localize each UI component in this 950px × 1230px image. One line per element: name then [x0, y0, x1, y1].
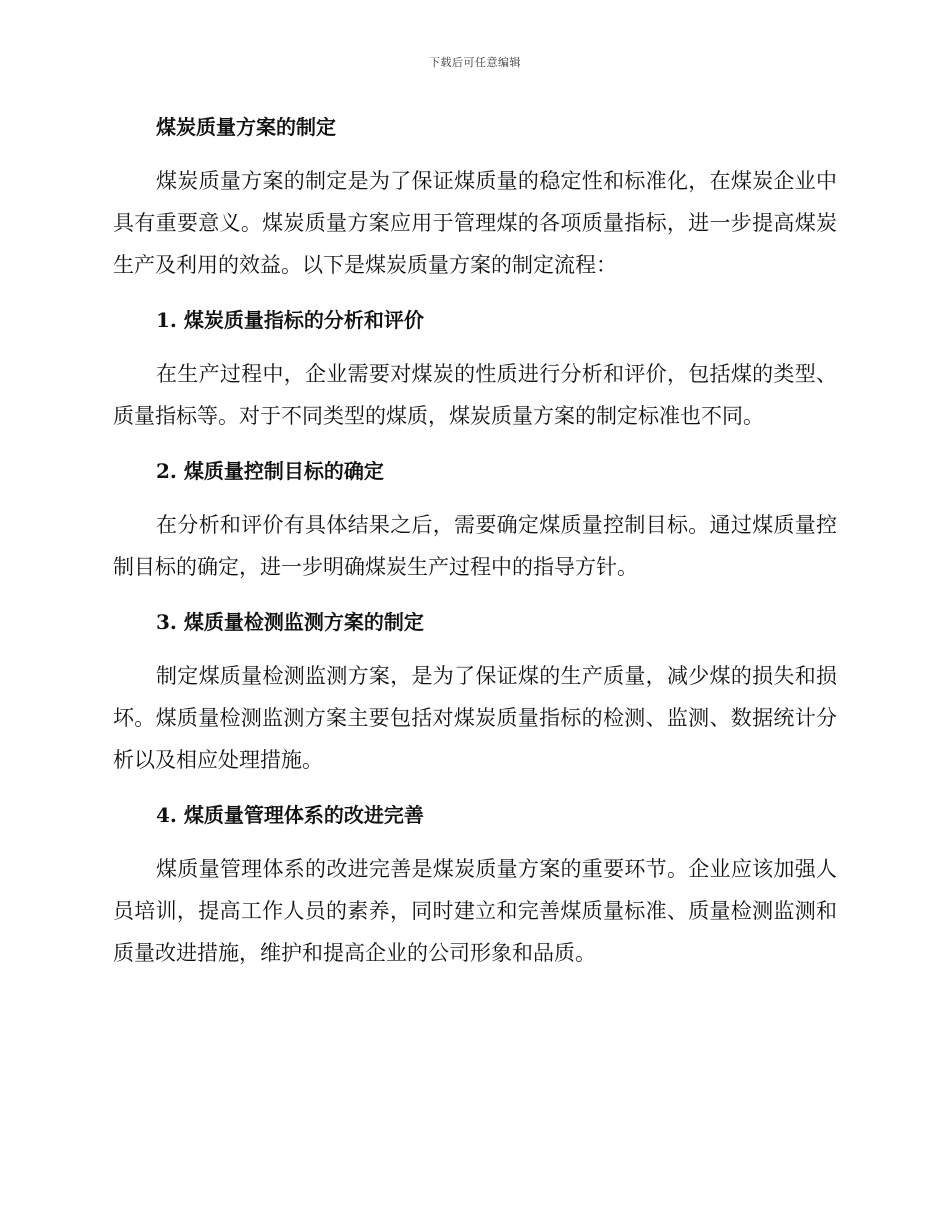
section-body-4: 煤质量管理体系的改进完善是煤炭质量方案的重要环节。企业应该加强人员培训，提高工作人员的素养，同时建立和完善煤质量标准、质量检测监测和质量改进措施，维护和提高企业的公司形象和品质。 — [113, 857, 837, 965]
section-heading-1: 1. 煤炭质量指标的分析和评价 — [156, 308, 424, 332]
section-body-1: 在生产过程中，企业需要对煤炭的性质进行分析和评价，包括煤的类型、质量指标等。对于不同类型的煤质，煤炭质量方案的制定标准也不同。 — [113, 362, 837, 428]
section-body-3: 制定煤质量检测监测方案，是为了保证煤的生产质量，减少煤的损失和损坏。煤质量检测监测方案主要包括对煤炭质量指标的检测、监测、数据统计分析以及相应处理措施。 — [113, 664, 837, 772]
page-header: 下载后可任意编辑 — [429, 56, 521, 69]
document-body — [113, 112, 837, 993]
section-heading-3: 3. 煤质量检测监测方案的制定 — [156, 610, 424, 634]
section-heading-2: 2. 煤质量控制目标的确定 — [156, 459, 384, 483]
document-title: 煤炭质量方案的制定 — [156, 115, 336, 139]
section-body-2: 在分析和评价有具体结果之后，需要确定煤质量控制目标。通过煤质量控制目标的确定，进一步明确煤炭生产过程中的指导方针。 — [113, 513, 837, 579]
intro-paragraph: 煤炭质量方案的制定是为了保证煤质量的稳定性和标准化，在煤炭企业中具有重要意义。煤炭质量方案应用于管理煤的各项质量指标，进一步提高煤炭生产及利用的效益。以下是煤炭质量方案的制定流程： — [113, 169, 837, 277]
section-heading-4: 4. 煤质量管理体系的改进完善 — [156, 803, 424, 827]
